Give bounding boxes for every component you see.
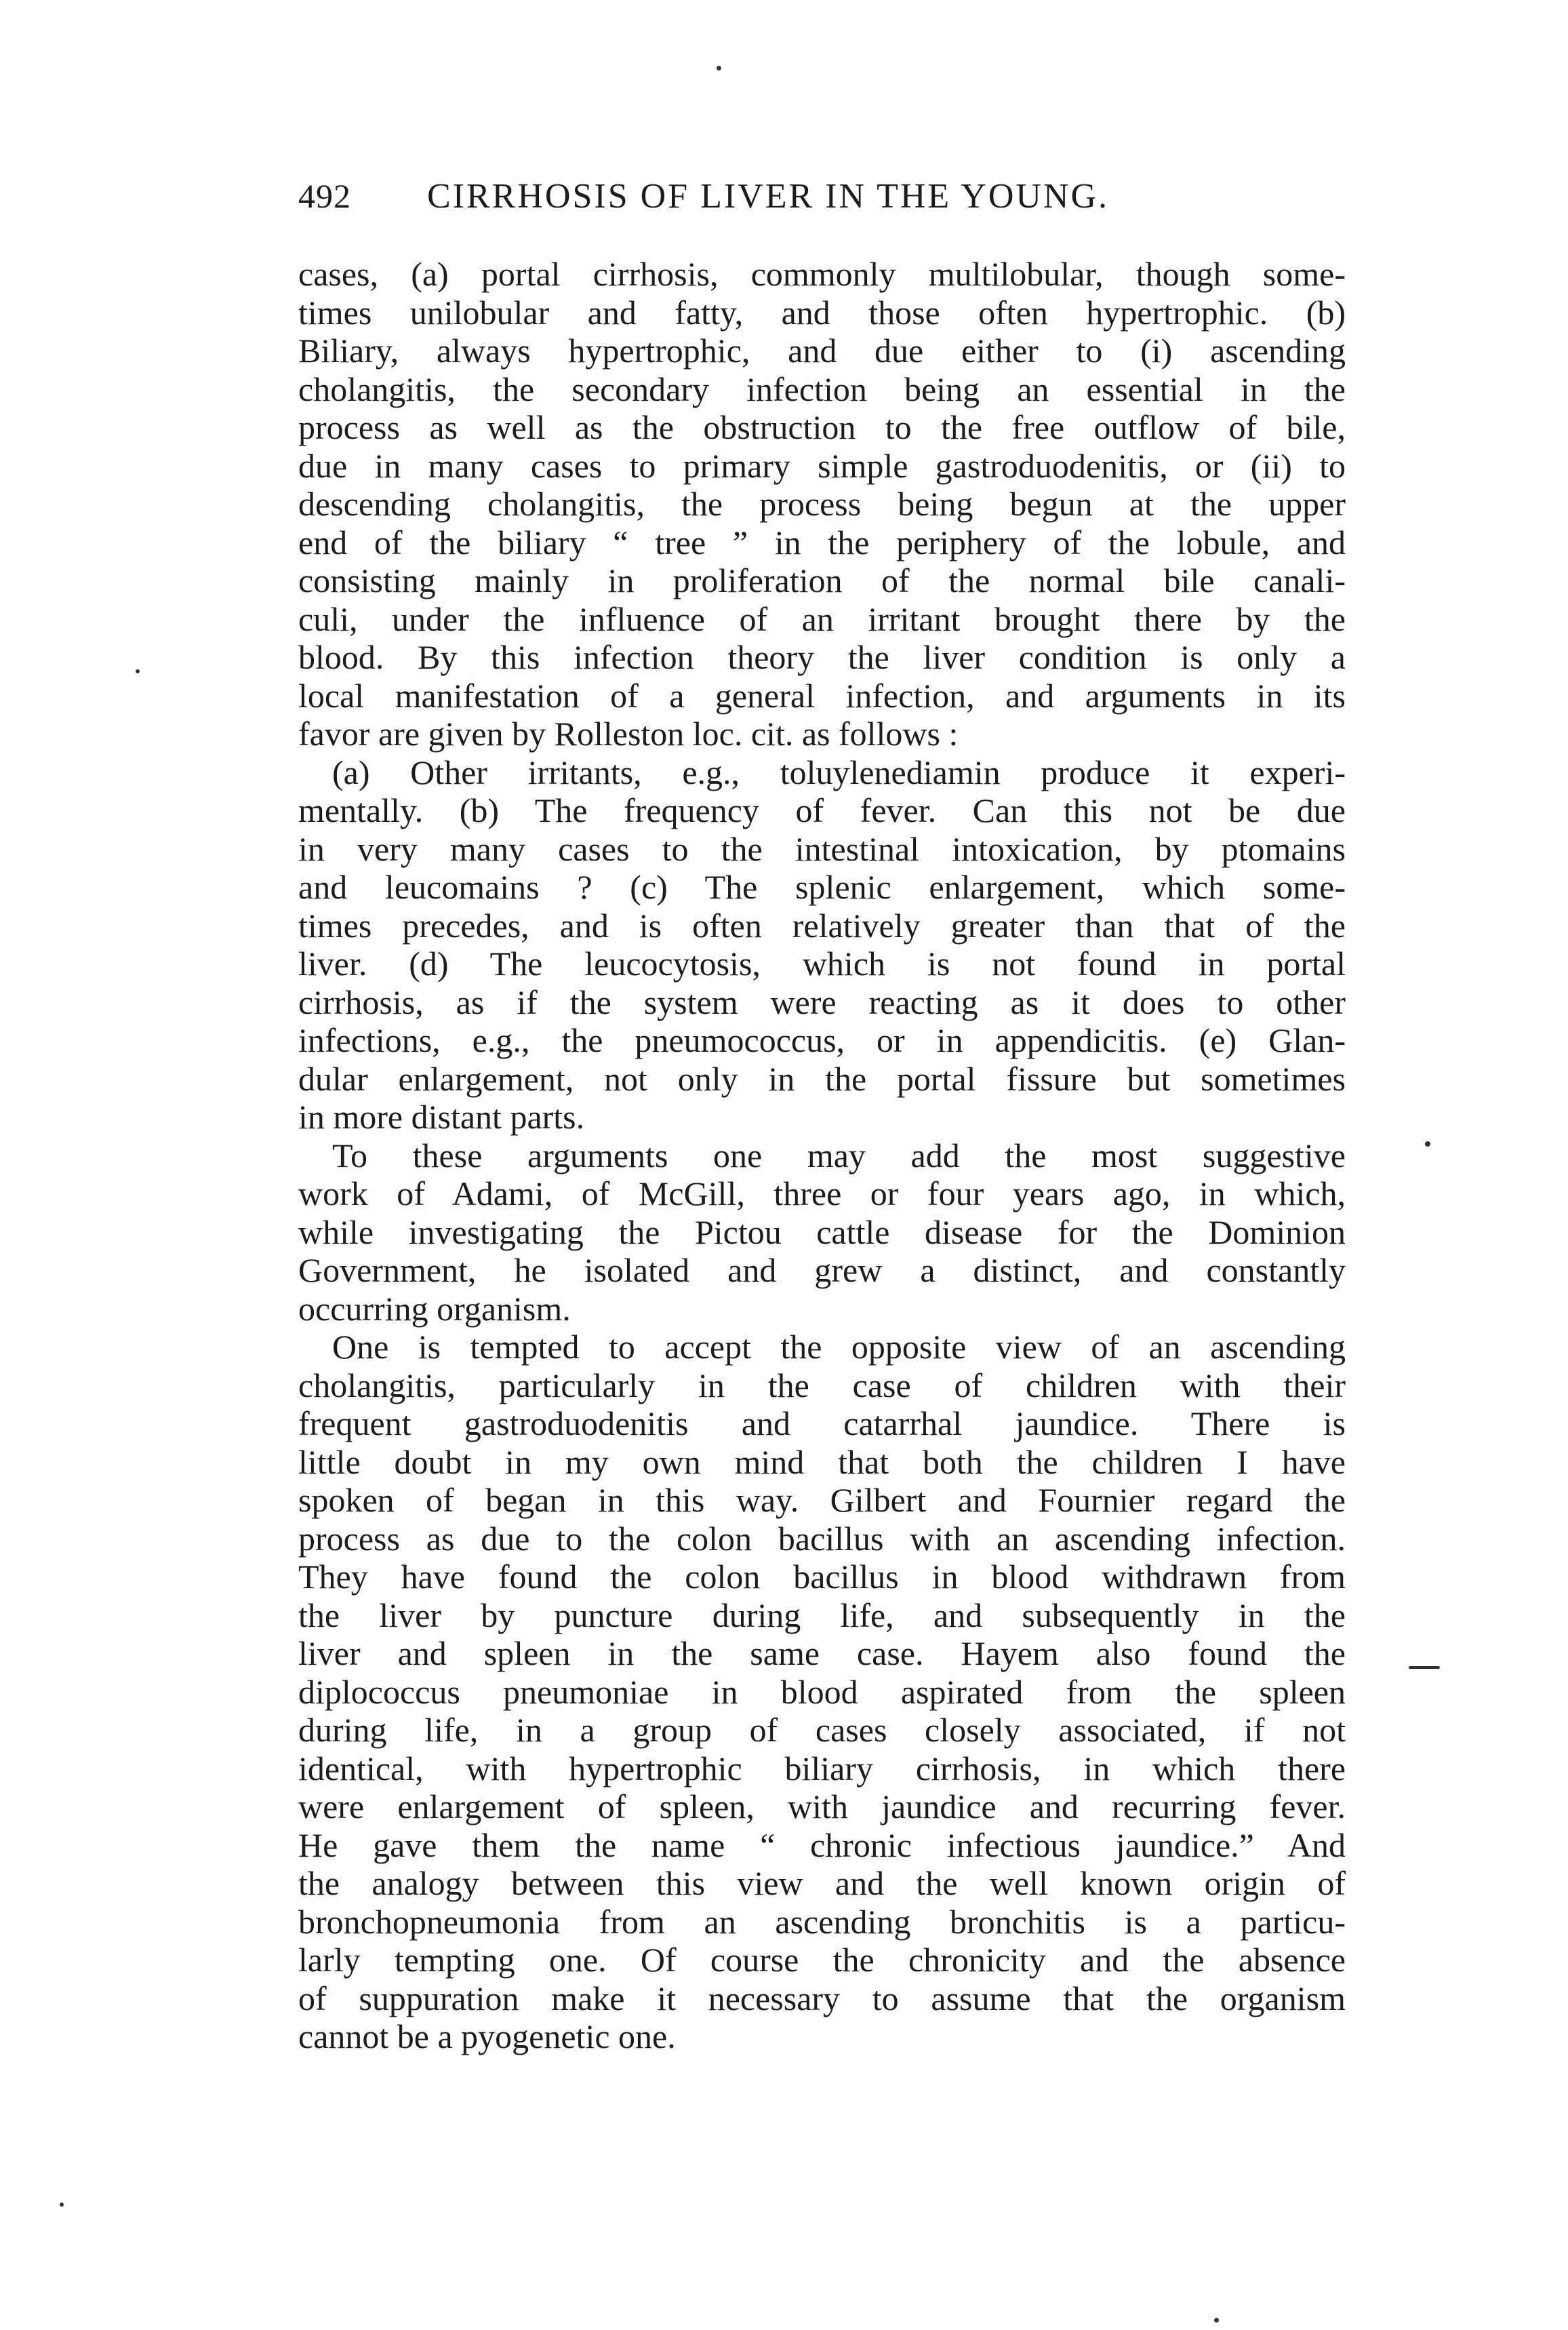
text-line: He gave them the name “ chronic infectious jaundice.” And <box>298 1825 1346 1864</box>
text-line: in more distant parts. <box>298 1098 585 1136</box>
page-number: 492 <box>298 177 351 215</box>
text-line: in very many cases to the intestinal intoxication, by ptomains <box>298 829 1346 868</box>
text-line: Government, he isolated and grew a distinct, and constantly <box>298 1251 1346 1289</box>
text-line: while investigating the Pictou cattle disease for the Dominion <box>298 1212 1346 1251</box>
text-line: spoken of began in this way. Gilbert and Fournier regard the <box>298 1481 1346 1519</box>
text-line: One is tempted to accept the opposite view of an ascending <box>332 1328 1346 1366</box>
print-speck <box>1425 1141 1430 1147</box>
text-line: liver. (d) The leucocytosis, which is not found in portal <box>298 945 1346 983</box>
text-line: end of the biliary “ tree ” in the periphery of the lobule, and <box>298 523 1346 561</box>
text-line: culi, under the influence of an irritant brought there by the <box>298 599 1346 638</box>
text-line: process as well as the obstruction to the free outflow of bile, <box>298 408 1346 446</box>
print-speck <box>1214 2318 1219 2323</box>
text-line: and leucomains ? (c) The splenic enlargement, which some- <box>298 868 1346 906</box>
text-line: the liver by puncture during life, and subsequently in the <box>298 1596 1346 1634</box>
text-line: cirrhosis, as if the system were reacting as it does to other <box>298 983 1346 1021</box>
text-line: dular enlargement, not only in the portal fissure but sometimes <box>298 1059 1346 1098</box>
text-line: infections, e.g., the pneumococcus, or in appendicitis. (e) Glan- <box>298 1021 1346 1059</box>
text-line: favor are given by Rolleston loc. cit. as follows : <box>298 715 959 753</box>
text-line: cases, (a) portal cirrhosis, commonly multilobular, though some- <box>298 255 1346 293</box>
text-line: frequent gastroduodenitis and catarrhal jaundice. There is <box>298 1404 1346 1442</box>
text-line: consisting mainly in proliferation of the normal bile canali- <box>298 561 1346 599</box>
text-line: of suppuration make it necessary to assume that the organism <box>298 1979 1346 2017</box>
paragraph <box>298 1328 1346 2056</box>
text-line: cholangitis, particularly in the case of children with their <box>298 1366 1346 1404</box>
text-line: bronchopneumonia from an ascending bronchitis is a particu- <box>298 1902 1346 1941</box>
text-line: cholangitis, the secondary infection being an essential in the <box>298 370 1346 408</box>
text-line: mentally. (b) The frequency of fever. Can this not be due <box>298 791 1346 829</box>
page-header <box>298 170 1342 224</box>
text-line: blood. By this infection theory the liver condition is only a <box>298 638 1346 676</box>
text-line: little doubt in my own mind that both the children I have <box>298 1442 1346 1481</box>
text-line: work of Adami, of McGill, three or four years ago, in which, <box>298 1174 1346 1212</box>
print-speck <box>717 66 721 71</box>
text-line: times precedes, and is often relatively greater than that of the <box>298 906 1346 945</box>
print-speck <box>60 2203 64 2207</box>
text-line: due in many cases to primary simple gastroduodenitis, or (ii) to <box>298 446 1346 485</box>
paragraph <box>298 255 1346 753</box>
text-line: local manifestation of a general infection, and arguments in its <box>298 676 1346 715</box>
text-line: descending cholangitis, the process being begun at the upper <box>298 485 1346 523</box>
text-line: diplococcus pneumoniae in blood aspirated from the spleen <box>298 1672 1346 1711</box>
text-line: cannot be a pyogenetic one. <box>298 2017 676 2055</box>
text-line: liver and spleen in the same case. Hayem also found the <box>298 1634 1346 1672</box>
margin-dash <box>1409 1666 1440 1669</box>
body-text <box>298 255 1346 2056</box>
text-line: times unilobular and fatty, and those often hypertrophic. (b) <box>298 293 1346 332</box>
text-line: They have found the colon bacillus in blood withdrawn from <box>298 1558 1346 1596</box>
paragraph <box>298 1137 1346 1328</box>
text-line: during life, in a group of cases closely associated, if not <box>298 1711 1346 1749</box>
text-line: Biliary, always hypertrophic, and due either to (i) ascending <box>298 332 1346 370</box>
text-line: the analogy between this view and the well known origin of <box>298 1864 1346 1902</box>
text-line: To these arguments one may add the most suggestive <box>332 1136 1346 1174</box>
text-line: occurring organism. <box>298 1289 571 1328</box>
paragraph <box>298 753 1346 1137</box>
print-speck <box>136 669 140 673</box>
text-line: identical, with hypertrophic biliary cirrhosis, in which there <box>298 1749 1346 1788</box>
text-line: (a) Other irritants, e.g., toluylenediamin produce it experi- <box>332 753 1346 791</box>
text-line: were enlargement of spleen, with jaundice and recurring fever. <box>298 1788 1346 1825</box>
text-line: larly tempting one. Of course the chronicity and the absence <box>298 1941 1346 1979</box>
text-line: process as due to the colon bacillus with an ascending infection. <box>298 1519 1346 1558</box>
running-title: CIRRHOSIS OF LIVER IN THE YOUNG. <box>427 177 1110 216</box>
